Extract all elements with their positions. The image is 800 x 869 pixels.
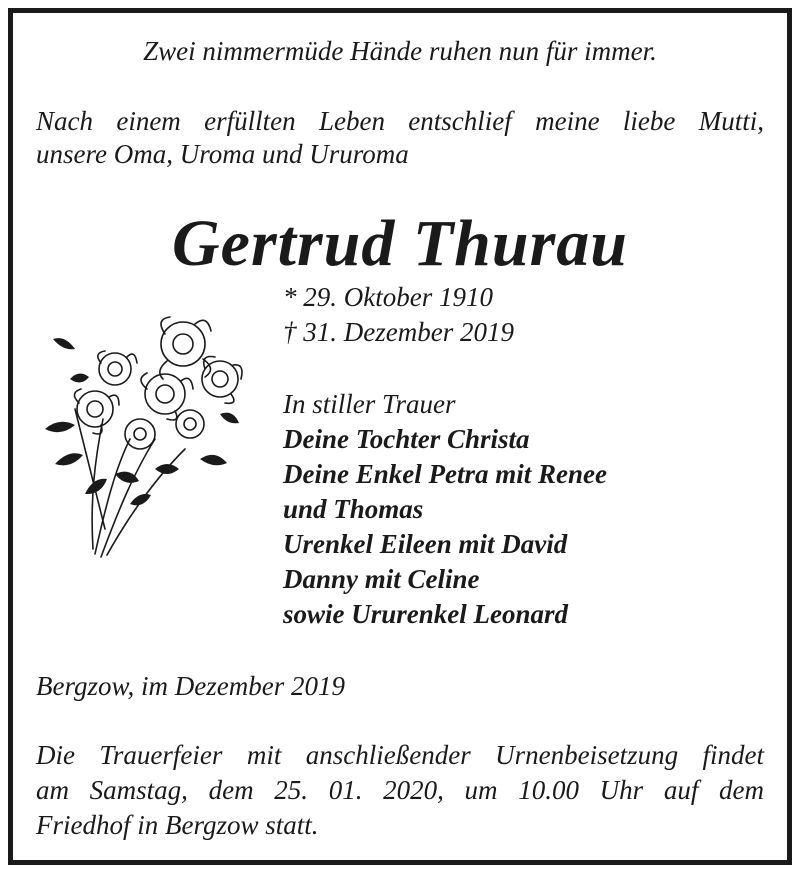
birth-date: * 29. Oktober 1910 — [283, 282, 493, 312]
mourner-line: sowie Ururenkel Leonard — [283, 599, 569, 629]
death-date: † 31. Dezember 2019 — [283, 317, 514, 347]
obituary-notice — [8, 8, 792, 865]
mourner-line: Danny mit Celine — [283, 564, 480, 594]
flower-bouquet-icon — [35, 299, 257, 561]
intro-line-2: Nach einem erfüllten Leben entschlief meine liebe Mutti, — [36, 106, 764, 136]
funeral-line-2: am Samstag, dem 25. 01. 2020, um 10.00 Uhr auf dem — [36, 775, 764, 805]
mourner-line: Urenkel Eileen mit David — [283, 529, 568, 559]
intro-line-1: Zwei nimmermüde Hände ruhen nun für immer. — [143, 36, 657, 66]
place-date: Bergzow, im Dezember 2019 — [36, 671, 345, 701]
mourners-heading: In stiller Trauer — [283, 389, 456, 419]
funeral-line-3: Friedhof in Bergzow statt. — [36, 810, 319, 840]
deceased-name: Gertrud Thurau — [172, 207, 628, 280]
mourner-line: Deine Enkel Petra mit Renee — [283, 459, 607, 489]
funeral-line-1: Die Trauerfeier mit anschließender Urnenbeisetzung findet — [36, 740, 764, 770]
mourner-line: Deine Tochter Christa — [283, 424, 530, 454]
intro-line-3: unsere Oma, Uroma und Ururoma — [36, 139, 409, 169]
mourner-line: und Thomas — [283, 494, 424, 524]
